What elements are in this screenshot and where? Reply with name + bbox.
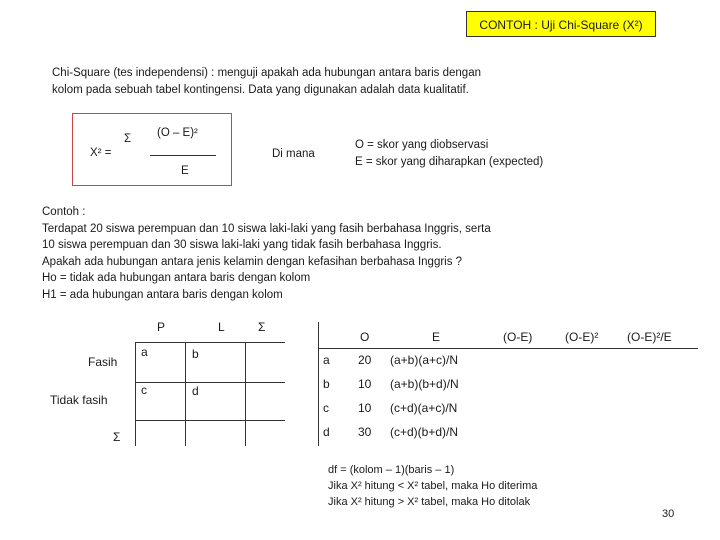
header-o-minus-e-squared: (O-E)²	[565, 330, 599, 344]
dimana-label: Di mana	[272, 148, 315, 160]
cell-a: a	[141, 345, 148, 359]
intro-line-2: kolom pada sebuah tabel kontingensi. Data yang digunakan adalah data kualitatif.	[52, 84, 469, 96]
hypothesis-h1: H1 = ada hubungan antara baris dengan kolom	[42, 288, 283, 301]
row-e-d: (c+d)(b+d)/N	[390, 425, 459, 439]
example-line: 10 siswa perempuan dan 30 siswa laki-laki yang tidak fasih berbahasa Inggris.	[42, 239, 442, 252]
row-e-b: (a+b)(b+d)/N	[390, 377, 459, 391]
grid-line	[245, 342, 246, 446]
rule-accept: Jika X² hitung < X² tabel, maka Ho diterima	[328, 480, 538, 492]
header-o: O	[360, 330, 370, 344]
grid-line	[318, 322, 319, 446]
cell-c: c	[141, 383, 147, 397]
row-o-b: 10	[358, 377, 372, 391]
row-o-c: 10	[358, 401, 372, 415]
intro-text	[52, 65, 552, 99]
slide-title: CONTOH : Uji Chi-Square (X²)	[466, 11, 656, 37]
grid-line	[318, 348, 698, 349]
row-e-a: (a+b)(a+c)/N	[390, 353, 459, 367]
example-text	[42, 204, 602, 304]
row-header-tidak-fasih: Tidak fasih	[50, 393, 108, 407]
decision-rules	[328, 462, 537, 510]
grid-line	[135, 420, 285, 421]
row-o-a: 20	[358, 353, 372, 367]
row-e-c: (c+d)(a+c)/N	[390, 401, 458, 415]
cell-b: b	[192, 347, 199, 361]
grid-line	[135, 342, 285, 343]
header-e: E	[432, 330, 441, 344]
formula-sigma: Σ	[124, 133, 132, 145]
definition-e: E = skor yang diharapkan (expected)	[355, 156, 544, 168]
row-label-a: a	[323, 353, 330, 367]
example-line: Terdapat 20 siswa perempuan dan 10 siswa laki-laki yang fasih berbahasa Inggris, serta	[42, 222, 491, 235]
grid-line	[135, 382, 285, 383]
intro-line-1: Chi-Square (tes independensi) : menguji apakah ada hubungan antara baris dengan	[52, 67, 481, 79]
row-label-c: c	[323, 401, 329, 415]
formula-numerator: (O – E)²	[157, 127, 198, 139]
grid-line	[135, 342, 136, 446]
formula-denominator: E	[181, 165, 189, 177]
col-header-p: P	[157, 320, 166, 334]
row-header-fasih: Fasih	[88, 355, 118, 369]
cell-d: d	[192, 384, 199, 398]
df-formula: df = (kolom – 1)(baris – 1)	[328, 464, 455, 476]
row-label-b: b	[323, 377, 330, 391]
grid-line	[185, 342, 186, 446]
header-chi-component: (O-E)²/E	[627, 330, 672, 344]
example-line: Contoh :	[42, 206, 86, 218]
row-o-d: 30	[358, 425, 372, 439]
example-line: Apakah ada hubungan antara jenis kelamin dengan kefasihan berbahasa Inggris ?	[42, 255, 463, 268]
hypothesis-h0: Ho = tidak ada hubungan antara baris dengan kolom	[42, 272, 311, 285]
formula-lhs: X² =	[90, 147, 112, 159]
fraction-bar	[150, 155, 216, 156]
definition-o: O = skor yang diobservasi	[355, 139, 489, 151]
col-header-l: L	[218, 320, 225, 334]
col-header-sum: Σ	[258, 320, 266, 334]
row-label-d: d	[323, 425, 330, 439]
rule-reject: Jika X² hitung > X² tabel, maka Ho ditolak	[328, 496, 531, 508]
row-header-sum: Σ	[113, 430, 121, 444]
header-o-minus-e: (O-E)	[503, 330, 533, 344]
page-number: 30	[662, 508, 675, 520]
